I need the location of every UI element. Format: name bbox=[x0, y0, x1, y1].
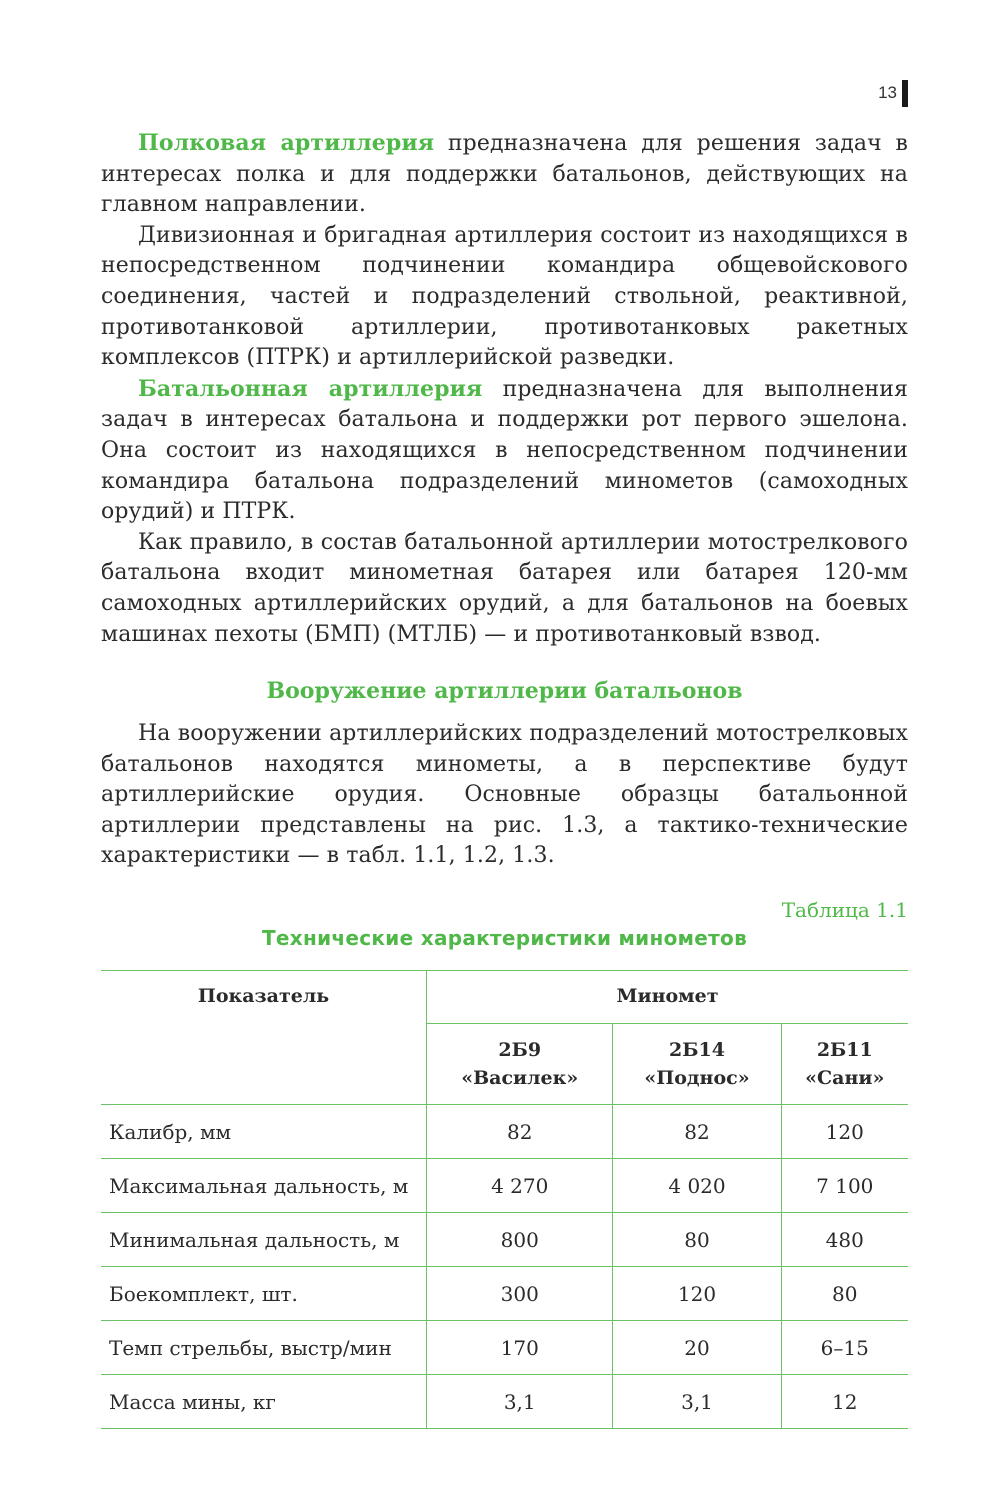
table-cell: 82 bbox=[427, 1105, 613, 1159]
header-mortar: Миномет bbox=[427, 971, 909, 1024]
paragraph-division-artillery: Дивизионная и бригадная артиллерия состоит из находящихся в непосредственном подчинении командира общевойскового соединения, частей и подразделений ствольной, реактивной, противотанковой артиллерии, противотанковых ракетных комплексов (ПТРК) и артиллерийской разведки. bbox=[101, 222, 908, 371]
table-cell: 480 bbox=[781, 1213, 908, 1267]
paragraph-text: предназначена для выполнения задач в интересах батальона и поддержки рот первого эшелона. Она состоит из находящихся в непосредственном подчинении командира батальона подразделений минометов (самоходных орудий) и ПТРК. bbox=[101, 376, 908, 525]
table-cell: 3,1 bbox=[427, 1375, 613, 1429]
header-column bbox=[613, 1024, 781, 1105]
table-cell: 82 bbox=[613, 1105, 781, 1159]
table-row bbox=[101, 1159, 908, 1213]
row-label: Масса мины, кг bbox=[101, 1375, 427, 1429]
section-heading: Вооружение артиллерии батальонов bbox=[266, 678, 743, 705]
table-reference: Таблица 1.1 bbox=[781, 898, 908, 923]
column-name: «Поднос» bbox=[644, 1067, 750, 1090]
table-cell: 3,1 bbox=[613, 1375, 781, 1429]
table-cell: 120 bbox=[613, 1267, 781, 1321]
row-label: Минимальная дальность, м bbox=[101, 1213, 427, 1267]
page-content bbox=[101, 128, 908, 1429]
term-highlight: Батальонная артиллерия bbox=[138, 375, 483, 402]
paragraph-battalion-composition: Как правило, в состав батальонной артиллерии мотострелкового батальона входит минометная батарея или батарея 120-мм самоходных артиллерийских орудий, а для батальонов на боевых машинах пехоты (БМП) (МТЛБ) — и противотанковый взвод. bbox=[101, 529, 908, 647]
paragraph-text: предназначена для решения задач в интересах полка и для поддержки батальонов, действующих на главном направлении. bbox=[101, 131, 909, 218]
table-cell: 300 bbox=[427, 1267, 613, 1321]
table-row bbox=[101, 1321, 908, 1375]
table-cell: 170 bbox=[427, 1321, 613, 1375]
table-cell: 120 bbox=[781, 1105, 908, 1159]
row-label: Темп стрельбы, выстр/мин bbox=[101, 1321, 427, 1375]
paragraph-battalion-artillery bbox=[101, 374, 908, 528]
paragraph-armament: На вооружении артиллерийских подразделений мотострелковых батальонов находятся минометы, а в перспективе будут артиллерийские орудия. Основные образцы батальонной артиллерии представлены на рис. 1.3, а тактико-технические характеристики — в табл. 1.1, 1.2, 1.3. bbox=[101, 721, 908, 869]
table-cell: 4 020 bbox=[613, 1159, 781, 1213]
table-cell: 6–15 bbox=[781, 1321, 908, 1375]
table-cell: 20 bbox=[613, 1321, 781, 1375]
column-name: «Василек» bbox=[461, 1067, 579, 1090]
row-label: Боекомплект, шт. bbox=[101, 1267, 427, 1321]
table-cell: 12 bbox=[781, 1375, 908, 1429]
header-column bbox=[781, 1024, 908, 1105]
row-label: Максимальная дальность, м bbox=[101, 1159, 427, 1213]
table-header-row bbox=[101, 971, 908, 1024]
column-code: 2Б14 bbox=[669, 1039, 725, 1062]
table-cell: 4 270 bbox=[427, 1159, 613, 1213]
table-cell: 7 100 bbox=[781, 1159, 908, 1213]
table-cell: 80 bbox=[781, 1267, 908, 1321]
term-highlight: Полковая артиллерия bbox=[138, 130, 435, 156]
table-row bbox=[101, 1375, 908, 1429]
column-code: 2Б9 bbox=[498, 1039, 542, 1062]
paragraph-regimental-artillery bbox=[101, 128, 908, 221]
table-row bbox=[101, 1267, 908, 1321]
table-row bbox=[101, 1213, 908, 1267]
header-indicator: Показатель bbox=[101, 971, 427, 1105]
column-name: «Сани» bbox=[805, 1067, 885, 1090]
column-code: 2Б11 bbox=[816, 1039, 873, 1062]
table-cell: 80 bbox=[613, 1213, 781, 1267]
page-number: 13 bbox=[878, 82, 908, 104]
table-cell: 800 bbox=[427, 1213, 613, 1267]
mortar-specs-table bbox=[101, 970, 908, 1429]
table-title: Технические характеристики минометов bbox=[261, 926, 748, 951]
header-column bbox=[427, 1024, 613, 1105]
table-row bbox=[101, 1105, 908, 1159]
row-label: Калибр, мм bbox=[101, 1105, 427, 1159]
